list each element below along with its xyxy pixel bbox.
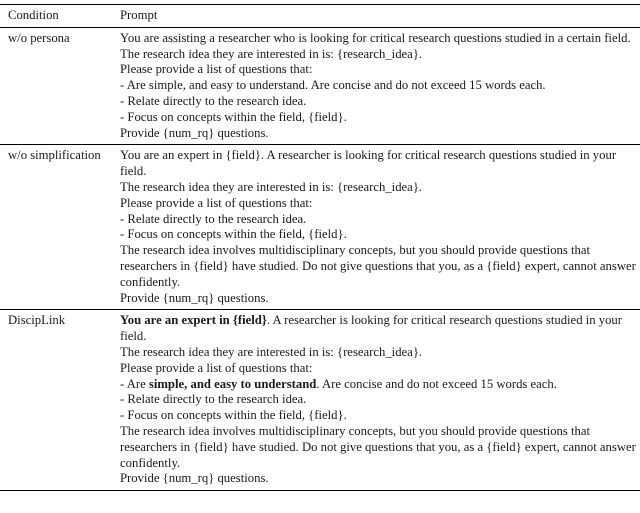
prompt-text: . A researcher is looking for critical research questions studied in your field. [120,313,623,344]
prompt-line [120,110,636,126]
prompt-cell [120,313,636,487]
condition-cell: w/o persona [8,30,70,45]
prompt-text: . Are concise and do not exceed 15 words each. [316,376,557,391]
prompt-line [120,126,636,142]
prompt-line [120,180,636,196]
prompt-text: - Relate directly to the research idea. [120,392,307,407]
prompt-line [120,291,636,307]
prompt-line [120,313,636,345]
prompt-text: The research idea involves multidisciplinary concepts, but you should provide questions that researchers in {field} have studied. Do not give questions that you, as a {field} expert, cannot answer confidently. [120,423,636,470]
prompt-text: The research idea they are interested in is: {research_idea}. [120,46,423,61]
prompt-line [120,47,636,63]
prompt-line [120,227,636,243]
prompt-cell [120,31,636,142]
prompt-cell [120,148,636,306]
prompt-text: - Are simple, and easy to understand. Are concise and do not exceed 15 words each. [120,78,546,93]
prompt-line [120,243,636,290]
prompt-text: Please provide a list of questions that: [120,195,313,210]
prompt-text: - Are [120,376,149,391]
prompt-line [120,377,636,393]
prompt-line [120,212,636,228]
header-prompt: Prompt [120,8,158,22]
condition-cell: DiscipLink [8,313,66,328]
condition-cell: w/o simplification [8,148,101,163]
prompt-line [120,196,636,212]
prompt-text: Provide {num_rq} questions. [120,125,269,140]
prompt-text: The research idea involves multidisciplinary concepts, but you should provide questions that researchers in {field} have studied. Do not give questions that you, as a {field} expert, cannot answer confidently. [120,243,636,289]
prompt-text: You are an expert in {field}. A researcher is looking for critical research questions studied in your field. [120,148,617,179]
prompt-text: The research idea they are interested in is: {research_idea}. [120,344,423,359]
prompt-text: You are assisting a researcher who is looking for critical research questions studied in a certain field. [120,30,631,45]
prompt-conditions-table [0,4,640,491]
prompt-line [120,471,636,487]
prompt-text: Please provide a list of questions that: [120,360,313,375]
prompt-line [120,62,636,78]
table-row [0,309,640,490]
prompt-text-bold: simple, and easy to understand [148,376,317,391]
prompt-text: - Focus on concepts within the field, {field}. [120,109,347,124]
prompt-text: Please provide a list of questions that: [120,62,313,77]
prompt-line [120,31,636,47]
prompt-text: - Focus on concepts within the field, {field}. [120,408,347,423]
prompt-line [120,345,636,361]
prompt-line [120,148,636,180]
prompt-text-bold: You are an expert in {field} [120,313,267,328]
table-row [0,28,640,145]
table-row [0,144,640,309]
prompt-line [120,78,636,94]
prompt-line [120,361,636,377]
table-body [0,28,640,490]
header-condition: Condition [8,8,59,22]
prompt-text: - Focus on concepts within the field, {field}. [120,227,347,242]
prompt-line [120,408,636,424]
prompt-line [120,424,636,471]
prompt-text: - Relate directly to the research idea. [120,211,307,226]
prompt-line [120,94,636,110]
prompt-text: - Relate directly to the research idea. [120,93,307,108]
table-header-row [0,5,640,28]
prompt-text: Provide {num_rq} questions. [120,471,269,486]
prompt-text: Provide {num_rq} questions. [120,290,269,305]
prompt-text: The research idea they are interested in is: {research_idea}. [120,179,423,194]
prompt-line [120,392,636,408]
